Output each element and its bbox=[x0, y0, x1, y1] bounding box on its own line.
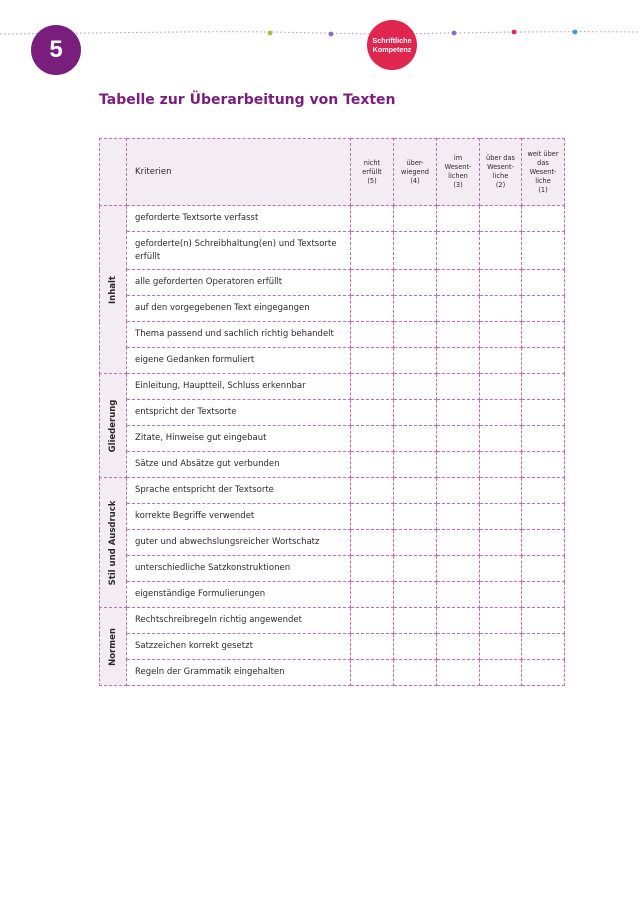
rating-cell[interactable] bbox=[394, 582, 437, 608]
rating-cell[interactable] bbox=[351, 322, 394, 348]
criterion-label: korrekte Begriffe verwendet bbox=[127, 504, 351, 530]
rating-cell[interactable] bbox=[394, 232, 437, 270]
criterion-label: entspricht der Textsorte bbox=[127, 400, 351, 426]
section-label: Normen bbox=[108, 627, 118, 666]
rating-cell[interactable] bbox=[437, 608, 480, 634]
decorative-dot bbox=[329, 32, 334, 37]
criterion-label: Regeln der Grammatik eingehalten bbox=[127, 660, 351, 686]
criterion-label: alle geforderten Operatoren erfüllt bbox=[127, 270, 351, 296]
rating-cell[interactable] bbox=[351, 270, 394, 296]
rating-cell[interactable] bbox=[480, 296, 522, 322]
rating-cell[interactable] bbox=[437, 270, 480, 296]
table-row bbox=[100, 660, 565, 686]
rating-cell[interactable] bbox=[351, 400, 394, 426]
rating-cell[interactable] bbox=[394, 504, 437, 530]
rating-cell[interactable] bbox=[351, 296, 394, 322]
section-label-cell bbox=[100, 608, 127, 686]
rating-cell[interactable] bbox=[437, 556, 480, 582]
rating-cell[interactable] bbox=[437, 452, 480, 478]
rating-cell[interactable] bbox=[480, 530, 522, 556]
rating-cell[interactable] bbox=[480, 478, 522, 504]
rating-cell[interactable] bbox=[480, 232, 522, 270]
rating-cell[interactable] bbox=[522, 348, 565, 374]
level-header: nicht erfüllt (5) bbox=[351, 139, 394, 206]
rating-cell[interactable] bbox=[437, 400, 480, 426]
section-label: Inhalt bbox=[108, 275, 118, 304]
rating-cell[interactable] bbox=[522, 608, 565, 634]
rating-cell[interactable] bbox=[394, 374, 437, 400]
rating-cell[interactable] bbox=[351, 206, 394, 232]
table-row bbox=[100, 556, 565, 582]
rating-cell[interactable] bbox=[480, 608, 522, 634]
rating-cell[interactable] bbox=[394, 426, 437, 452]
level-header: über das Wesent- liche (2) bbox=[480, 139, 522, 206]
table-row bbox=[100, 400, 565, 426]
topic-badge bbox=[367, 20, 417, 70]
rating-cell[interactable] bbox=[437, 296, 480, 322]
rating-cell[interactable] bbox=[437, 478, 480, 504]
section-label: Stil und Ausdruck bbox=[108, 500, 118, 585]
decorative-dot bbox=[452, 31, 457, 36]
rating-cell[interactable] bbox=[351, 426, 394, 452]
table-row bbox=[100, 296, 565, 322]
criterion-label: Rechtschreibregeln richtig angewendet bbox=[127, 608, 351, 634]
rating-cell[interactable] bbox=[480, 452, 522, 478]
rating-cell[interactable] bbox=[480, 348, 522, 374]
rating-cell[interactable] bbox=[480, 322, 522, 348]
criterion-label: guter und abwechslungsreicher Wortschatz bbox=[127, 530, 351, 556]
rating-cell[interactable] bbox=[394, 322, 437, 348]
decorative-dot bbox=[268, 31, 273, 36]
rating-cell[interactable] bbox=[522, 530, 565, 556]
rating-cell[interactable] bbox=[480, 206, 522, 232]
rating-cell[interactable] bbox=[522, 270, 565, 296]
criterion-label: Thema passend und sachlich richtig behandelt bbox=[127, 322, 351, 348]
review-table bbox=[99, 138, 565, 686]
table-row bbox=[100, 634, 565, 660]
rating-cell[interactable] bbox=[351, 504, 394, 530]
rating-cell[interactable] bbox=[437, 426, 480, 452]
criterion-label: Sätze und Absätze gut verbunden bbox=[127, 452, 351, 478]
table-row bbox=[100, 478, 565, 504]
rating-cell[interactable] bbox=[522, 322, 565, 348]
rating-cell[interactable] bbox=[437, 660, 480, 686]
level-header: weit über das Wesent- liche (1) bbox=[522, 139, 565, 206]
rating-cell[interactable] bbox=[394, 556, 437, 582]
level-header: über- wiegend (4) bbox=[394, 139, 437, 206]
rating-cell[interactable] bbox=[394, 400, 437, 426]
table-row bbox=[100, 232, 565, 270]
rating-cell[interactable] bbox=[480, 270, 522, 296]
rating-cell[interactable] bbox=[480, 426, 522, 452]
section-label: Gliederung bbox=[108, 399, 118, 452]
rating-cell[interactable] bbox=[351, 452, 394, 478]
rating-cell[interactable] bbox=[394, 348, 437, 374]
rating-cell[interactable] bbox=[351, 348, 394, 374]
rating-cell[interactable] bbox=[522, 400, 565, 426]
rating-cell[interactable] bbox=[437, 374, 480, 400]
decorative-dot bbox=[512, 30, 517, 35]
rating-cell[interactable] bbox=[437, 530, 480, 556]
rating-cell[interactable] bbox=[351, 374, 394, 400]
criterion-label: eigene Gedanken formuliert bbox=[127, 348, 351, 374]
rating-cell[interactable] bbox=[522, 634, 565, 660]
rating-cell[interactable] bbox=[351, 582, 394, 608]
rating-cell[interactable] bbox=[480, 556, 522, 582]
rating-cell[interactable] bbox=[394, 452, 437, 478]
rating-cell[interactable] bbox=[437, 232, 480, 270]
table-row bbox=[100, 452, 565, 478]
table-header-row bbox=[100, 139, 565, 206]
rating-cell[interactable] bbox=[351, 530, 394, 556]
rating-cell[interactable] bbox=[437, 322, 480, 348]
rating-cell[interactable] bbox=[394, 660, 437, 686]
criterion-label: auf den vorgegebenen Text eingegangen bbox=[127, 296, 351, 322]
header-corner-cell bbox=[100, 139, 127, 206]
rating-cell[interactable] bbox=[351, 232, 394, 270]
rating-cell[interactable] bbox=[351, 634, 394, 660]
table-row bbox=[100, 348, 565, 374]
table-row bbox=[100, 530, 565, 556]
criterion-label: geforderte(n) Schreibhaltung(en) und Textsorte erfüllt bbox=[127, 232, 351, 270]
rating-cell[interactable] bbox=[522, 504, 565, 530]
rating-cell[interactable] bbox=[522, 206, 565, 232]
rating-cell[interactable] bbox=[351, 478, 394, 504]
rating-cell[interactable] bbox=[394, 478, 437, 504]
rating-cell[interactable] bbox=[480, 660, 522, 686]
rating-cell[interactable] bbox=[394, 270, 437, 296]
rating-cell[interactable] bbox=[437, 582, 480, 608]
table-row bbox=[100, 504, 565, 530]
section-label-cell bbox=[100, 478, 127, 608]
rating-cell[interactable] bbox=[480, 634, 522, 660]
table-row bbox=[100, 426, 565, 452]
criterion-label: eigenständige Formulierungen bbox=[127, 582, 351, 608]
criterion-label: Satzzeichen korrekt gesetzt bbox=[127, 634, 351, 660]
section-label-cell bbox=[100, 374, 127, 478]
rating-cell[interactable] bbox=[351, 660, 394, 686]
table-row bbox=[100, 322, 565, 348]
rating-cell[interactable] bbox=[394, 608, 437, 634]
rating-cell[interactable] bbox=[522, 556, 565, 582]
level-header: im Wesent- lichen (3) bbox=[437, 139, 480, 206]
rating-cell[interactable] bbox=[437, 504, 480, 530]
rating-cell[interactable] bbox=[437, 634, 480, 660]
rating-cell[interactable] bbox=[437, 206, 480, 232]
table-row bbox=[100, 374, 565, 400]
topic-badge-line-2: Kompetenz bbox=[372, 45, 412, 54]
rating-cell[interactable] bbox=[522, 478, 565, 504]
rating-cell[interactable] bbox=[522, 232, 565, 270]
rating-cell[interactable] bbox=[522, 660, 565, 686]
criterion-label: Zitate, Hinweise gut eingebaut bbox=[127, 426, 351, 452]
rating-cell[interactable] bbox=[522, 374, 565, 400]
rating-cell[interactable] bbox=[522, 426, 565, 452]
table-row bbox=[100, 206, 565, 232]
page-title: Tabelle zur Überarbeitung von Texten bbox=[99, 92, 396, 108]
decorative-dotted-line bbox=[0, 0, 640, 60]
rating-cell[interactable] bbox=[394, 530, 437, 556]
criteria-header: Kriterien bbox=[127, 139, 351, 206]
rating-cell[interactable] bbox=[522, 452, 565, 478]
rating-cell[interactable] bbox=[437, 348, 480, 374]
criterion-label: Sprache entspricht der Textsorte bbox=[127, 478, 351, 504]
rating-cell[interactable] bbox=[522, 296, 565, 322]
rating-cell[interactable] bbox=[394, 206, 437, 232]
criterion-label: unterschiedliche Satzkonstruktionen bbox=[127, 556, 351, 582]
rating-cell[interactable] bbox=[522, 582, 565, 608]
criterion-label: Einleitung, Hauptteil, Schluss erkennbar bbox=[127, 374, 351, 400]
rating-cell[interactable] bbox=[351, 608, 394, 634]
table-row bbox=[100, 270, 565, 296]
rating-cell[interactable] bbox=[480, 582, 522, 608]
criterion-label: geforderte Textsorte verfasst bbox=[127, 206, 351, 232]
rating-cell[interactable] bbox=[480, 374, 522, 400]
rating-cell[interactable] bbox=[394, 634, 437, 660]
rating-cell[interactable] bbox=[394, 296, 437, 322]
rating-cell[interactable] bbox=[351, 556, 394, 582]
topic-badge-line-1: Schriftliche bbox=[372, 36, 412, 45]
table-body bbox=[100, 206, 565, 686]
decorative-dot bbox=[573, 30, 578, 35]
section-label-cell bbox=[100, 206, 127, 374]
rating-cell[interactable] bbox=[480, 400, 522, 426]
chapter-number-badge: 5 bbox=[31, 25, 81, 75]
rating-cell[interactable] bbox=[480, 504, 522, 530]
table-row bbox=[100, 582, 565, 608]
table-row bbox=[100, 608, 565, 634]
